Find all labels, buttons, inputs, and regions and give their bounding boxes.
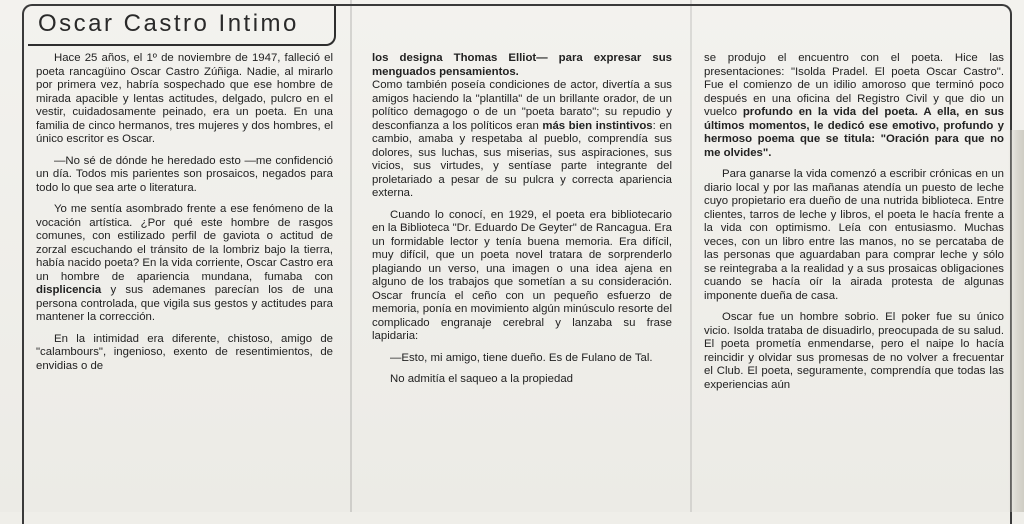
paragraph: Como también poseía condiciones de actor, divertía a sus amigos haciendo la "plantilla" de un brillante orador, de un político demagogo o de un "poeta barato"; su repudio y desconfianza a los políticos eran más bien instintivos: en cambio, amaba y respetaba al pueblo, comprendía sus dolores, sus luchas, sus miserias, sus aspiraciones, sus vicios, sus virtudes, y sentíase parte integrante del proletariado a pesar de su pulcra y correcta apariencia externa. [372, 79, 672, 199]
fold-crease [350, 0, 352, 512]
paragraph: No admitía el saqueo a la propiedad [390, 373, 574, 385]
article-column-3 [704, 52, 1004, 392]
paragraph: —No sé de dónde he heredado esto —me confidenció un día. Todos mis parientes son prosaicos, negados para todo lo que sea arte o literatura. [36, 154, 333, 194]
article-title: Oscar Castro Intimo [38, 10, 299, 37]
fold-crease-2 [690, 0, 692, 512]
paragraph: Yo me sentía asombrado frente a ese fenómeno de la vocación artística. ¿Por qué este hombre de rasgos comunes, con estilizado perfil de gaviota o actitud de zorzal escuchando el tránsito de la lombriz bajo la tierra, había nacido poeta? En la vida corriente, Oscar Castro era un hombre de apariencia mundana, fumaba con displicencia y sus ademanes parecían los de una persona controlada, que vigila sus gestos y actitudes para mantener la corrección. [36, 203, 333, 323]
paragraph: se produjo el encuentro con el poeta. Hice las presentaciones: "Isolda Pradel. El poeta Oscar Castro". Fue el comienzo de un idilio amoroso que terminó poco después en una oficina del Registro Civil y que dio un vuelco profundo en la vida del poeta. A ella, en sus últimos momentos, le dedicó ese emotivo, profundo y hermoso poema que se titula: "Oración para que no me olvides". [704, 52, 1005, 159]
paragraph: los designa Thomas Elliot— para expresar sus menguados pensamientos. [372, 52, 672, 78]
torn-edge [1008, 130, 1024, 512]
article-column-1 [36, 52, 333, 373]
paragraph: Oscar fue un hombre sobrio. El poker fue su único vicio. Isolda trataba de disuadirlo, preocupada de su salud. El poeta prometía enmendarse, pero el naipe lo hacía reincidir y olvidar sus promesas de no volver a frecuentar el Club. El poeta, seguramente, comprendía que todas las experiencias aún [704, 311, 1004, 391]
paragraph: En la intimidad era diferente, chistoso, amigo de "calambours", ingenioso, exento de resentimientos, de envidias o de [36, 332, 333, 372]
paragraph: Hace 25 años, el 1º de noviembre de 1947, falleció el poeta rancagüino Oscar Castro Zúñiga. Nadie, al mirarlo por primera vez, habría sospechado que ese hombre de mirada apacible y lentas actitudes, delgado, pulcro en el vestir, cuidadosamente peinado, era un poeta. En una familia de cinco hermanos, tres mujeres y dos hombres, el único escritor es Oscar. [36, 52, 333, 145]
paragraph: Para ganarse la vida comenzó a escribir crónicas en un diario local y por las mañanas atendía un puesto de leche cuyo propietario era dueño de una nutrida biblioteca. Entre clientes, tarros de leche y libros, el poeta le hacía frente a la vida con optimismo. Leía con entusiasmo. Muchas veces, con un libro entre las manos, no se percataba de las personas que aguardaban para comprar leche y sólo se reintegraba a la realidad y a sus prosaicas obligaciones cuando se hacía oír la airada protesta de algunas imponente dueña de casa. [704, 168, 1004, 302]
article-column-2 [372, 52, 672, 387]
paragraph: Cuando lo conocí, en 1929, el poeta era bibliotecario en la Biblioteca "Dr. Eduardo De Geyter" de Rancagua. Era un formidable lector y tenía buena memoria. Era difícil, muy difícil, que un poeta novel tratara de sorprenderlo plagiando un verso, una imagen o una idea ajena en alguno de los trabajos que sometían a su consideración. Oscar fruncía el ceño con un pequeño esfuerzo de memoria, ponía en movimiento algún minúsculo resorte del complicado engranaje cerebral y lanzaba su frase lapidaria: [372, 208, 672, 342]
paragraph: —Esto, mi amigo, tiene dueño. Es de Fulano de Tal. [390, 351, 653, 364]
